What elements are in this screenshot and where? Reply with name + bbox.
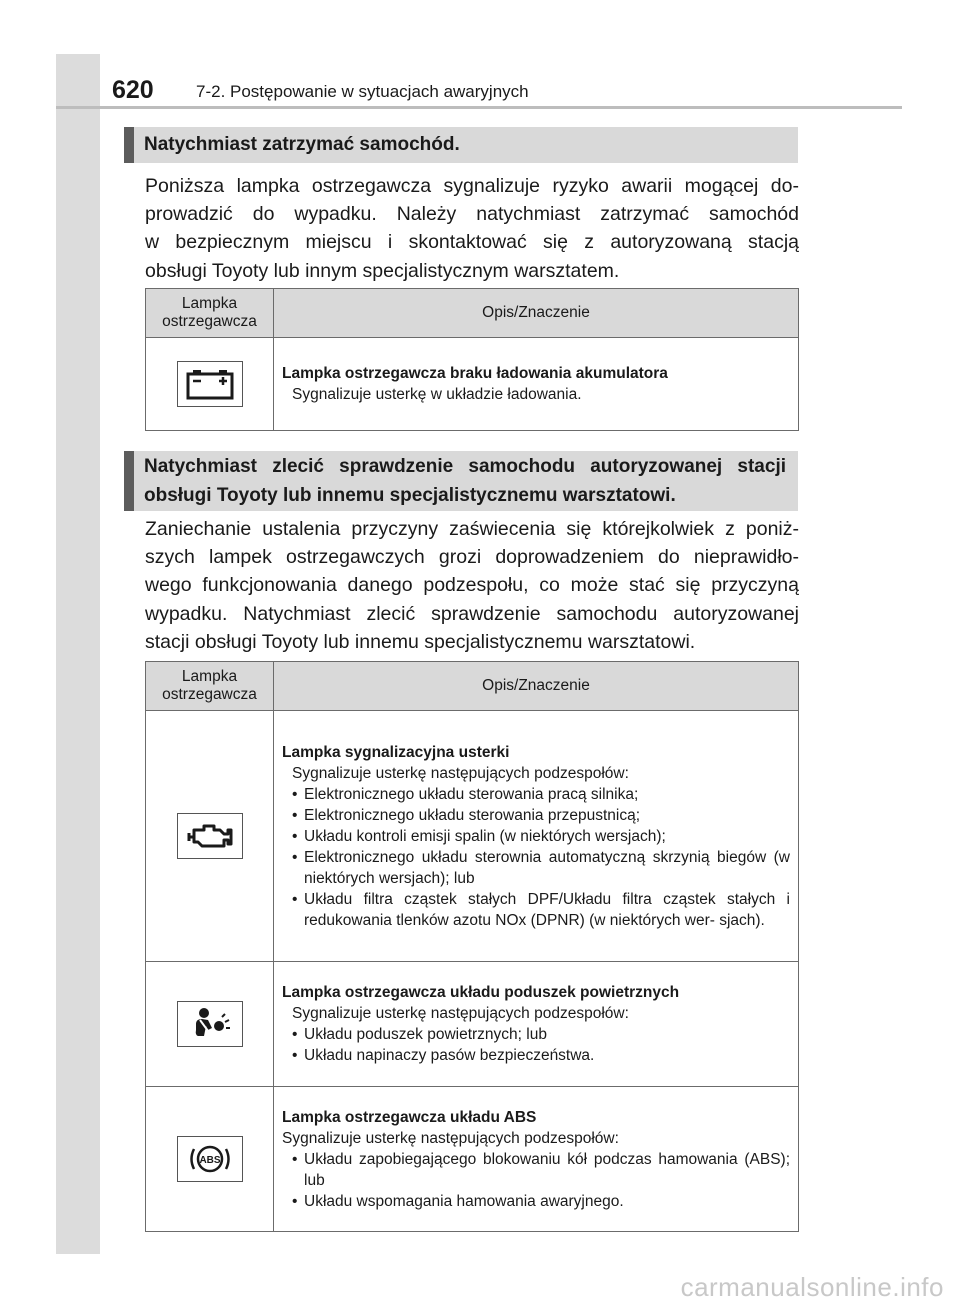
list-item: • Elektronicznego układu sterowania pracą silnika;	[292, 784, 790, 805]
description-cell	[274, 338, 799, 431]
lamp-cell	[146, 962, 274, 1087]
table-row	[146, 711, 799, 962]
column-header-description: Opis/Znaczenie	[274, 662, 799, 711]
abs-icon-label: ABS	[198, 1155, 221, 1166]
section-heading-text: Natychmiast zatrzymać samochód.	[144, 134, 460, 155]
description-cell	[274, 962, 799, 1087]
lamp-title: Lampka ostrzegawcza układu ABS	[282, 1108, 537, 1126]
column-header-lamp	[146, 662, 274, 711]
warning-table-stop	[145, 288, 799, 431]
lamp-cell	[146, 711, 274, 962]
battery-icon	[177, 361, 243, 407]
column-header-lamp	[146, 289, 274, 338]
lamp-cell	[146, 338, 274, 431]
table-header-row	[146, 289, 799, 338]
side-band	[56, 54, 100, 1254]
paragraph-line: prowadzić do wypadku. Należy natychmiast zatrzymać samochód	[145, 203, 799, 226]
list-item: • Elektronicznego układu sterownia automatyczną skrzynią biegów (w niektórych wersjach); lub	[292, 847, 790, 889]
column-header-description: Opis/Znaczenie	[274, 289, 799, 338]
list-item: • Elektronicznego układu sterowania przepustnicą;	[292, 805, 790, 826]
list-item: • Układu kontroli emisji spalin (w niektórych wersjach);	[292, 826, 790, 847]
header-rule	[56, 106, 902, 109]
table-row	[146, 962, 799, 1087]
list-item: • Układu wspomagania hamowania awaryjnego.	[292, 1191, 790, 1212]
list-item: • Układu filtra cząstek stałych DPF/Układu filtra cząstek stałych i redukowania tlenków azotu NOx (DPNR) (w niektórych wer- sjach).	[292, 889, 790, 931]
abs-icon	[177, 1136, 243, 1182]
component-list	[282, 784, 790, 931]
paragraph-line: wego funkcjonowania danego podzespołu, co może stać się przyczyną	[145, 574, 799, 597]
list-item: • Układu zapobiegającego blokowaniu kół podczas hamowania (ABS); lub	[292, 1149, 790, 1191]
section-heading-stop	[124, 127, 798, 163]
table-row	[146, 338, 799, 431]
table-row	[146, 1087, 799, 1232]
section-heading-text-line1: Natychmiast zlecić sprawdzenie samochodu autoryzowanej stacji	[144, 456, 786, 477]
lamp-title: Lampka ostrzegawcza układu poduszek powietrznych	[282, 984, 680, 1001]
chapter-title: 7-2. Postępowanie w sytuacjach awaryjnych	[196, 82, 529, 101]
description-cell	[274, 711, 799, 962]
lamp-title: Lampka ostrzegawcza braku ładowania akumulatora	[282, 365, 668, 382]
column-header-lamp-line2: ostrzegawcza	[162, 313, 257, 330]
engine-check-icon	[177, 813, 243, 859]
section-paragraph-inspect	[145, 515, 799, 656]
page-number: 620	[112, 76, 154, 104]
column-header-lamp-line1: Lampka	[181, 668, 238, 685]
list-item: • Układu poduszek powietrznych; lub	[292, 1024, 790, 1045]
paragraph-line: Zaniechanie ustalenia przyczyny zaświecenia się którejkolwiek z poniż-	[145, 518, 799, 540]
lamp-text: Sygnalizuje usterkę w układzie ładowania.	[292, 386, 582, 403]
lamp-text: Sygnalizuje usterkę następujących podzespołów:	[292, 1005, 629, 1022]
section-heading-text-line2: obsługi Toyoty lub innemu specjalistycznemu warsztatowi.	[144, 485, 676, 506]
warning-table-inspect	[145, 661, 799, 1232]
paragraph-line: w bezpiecznym miejscu i skontaktować się z autoryzowaną stacją	[145, 231, 799, 254]
lamp-cell	[146, 1087, 274, 1232]
paragraph-line: szych lampek ostrzegawczych grozi doprowadzeniem do nieprawidło-	[145, 546, 799, 569]
table-header-row	[146, 662, 799, 711]
column-header-lamp-line1: Lampka	[181, 295, 238, 312]
column-header-lamp-line2: ostrzegawcza	[162, 686, 257, 703]
component-list	[282, 1149, 790, 1212]
watermark: carmanualsonline.info	[680, 1272, 944, 1302]
component-list	[282, 1024, 790, 1066]
paragraph-line: stacji obsługi Toyoty lub innemu specjalistycznemu warsztatowi.	[145, 630, 696, 653]
airbag-icon	[177, 1001, 243, 1047]
lamp-text: Sygnalizuje usterkę następujących podzespołów:	[292, 764, 629, 782]
paragraph-line: obsługi Toyoty lub innym specjalistycznym warsztatem.	[145, 259, 620, 282]
list-item: • Układu napinaczy pasów bezpieczeństwa.	[292, 1045, 790, 1066]
paragraph-line: wypadku. Natychmiast zlecić sprawdzenie samochodu autoryzowanej	[145, 602, 799, 625]
lamp-title: Lampka sygnalizacyjna usterki	[282, 743, 510, 761]
lamp-text: Sygnalizuje usterkę następujących podzespołów:	[282, 1129, 619, 1147]
paragraph-line: Poniższa lampka ostrzegawcza sygnalizuje ryzyko awarii mogącej do-	[145, 175, 799, 197]
section-heading-inspect	[124, 451, 798, 511]
description-cell	[274, 1087, 799, 1232]
section-paragraph-stop	[145, 172, 799, 285]
